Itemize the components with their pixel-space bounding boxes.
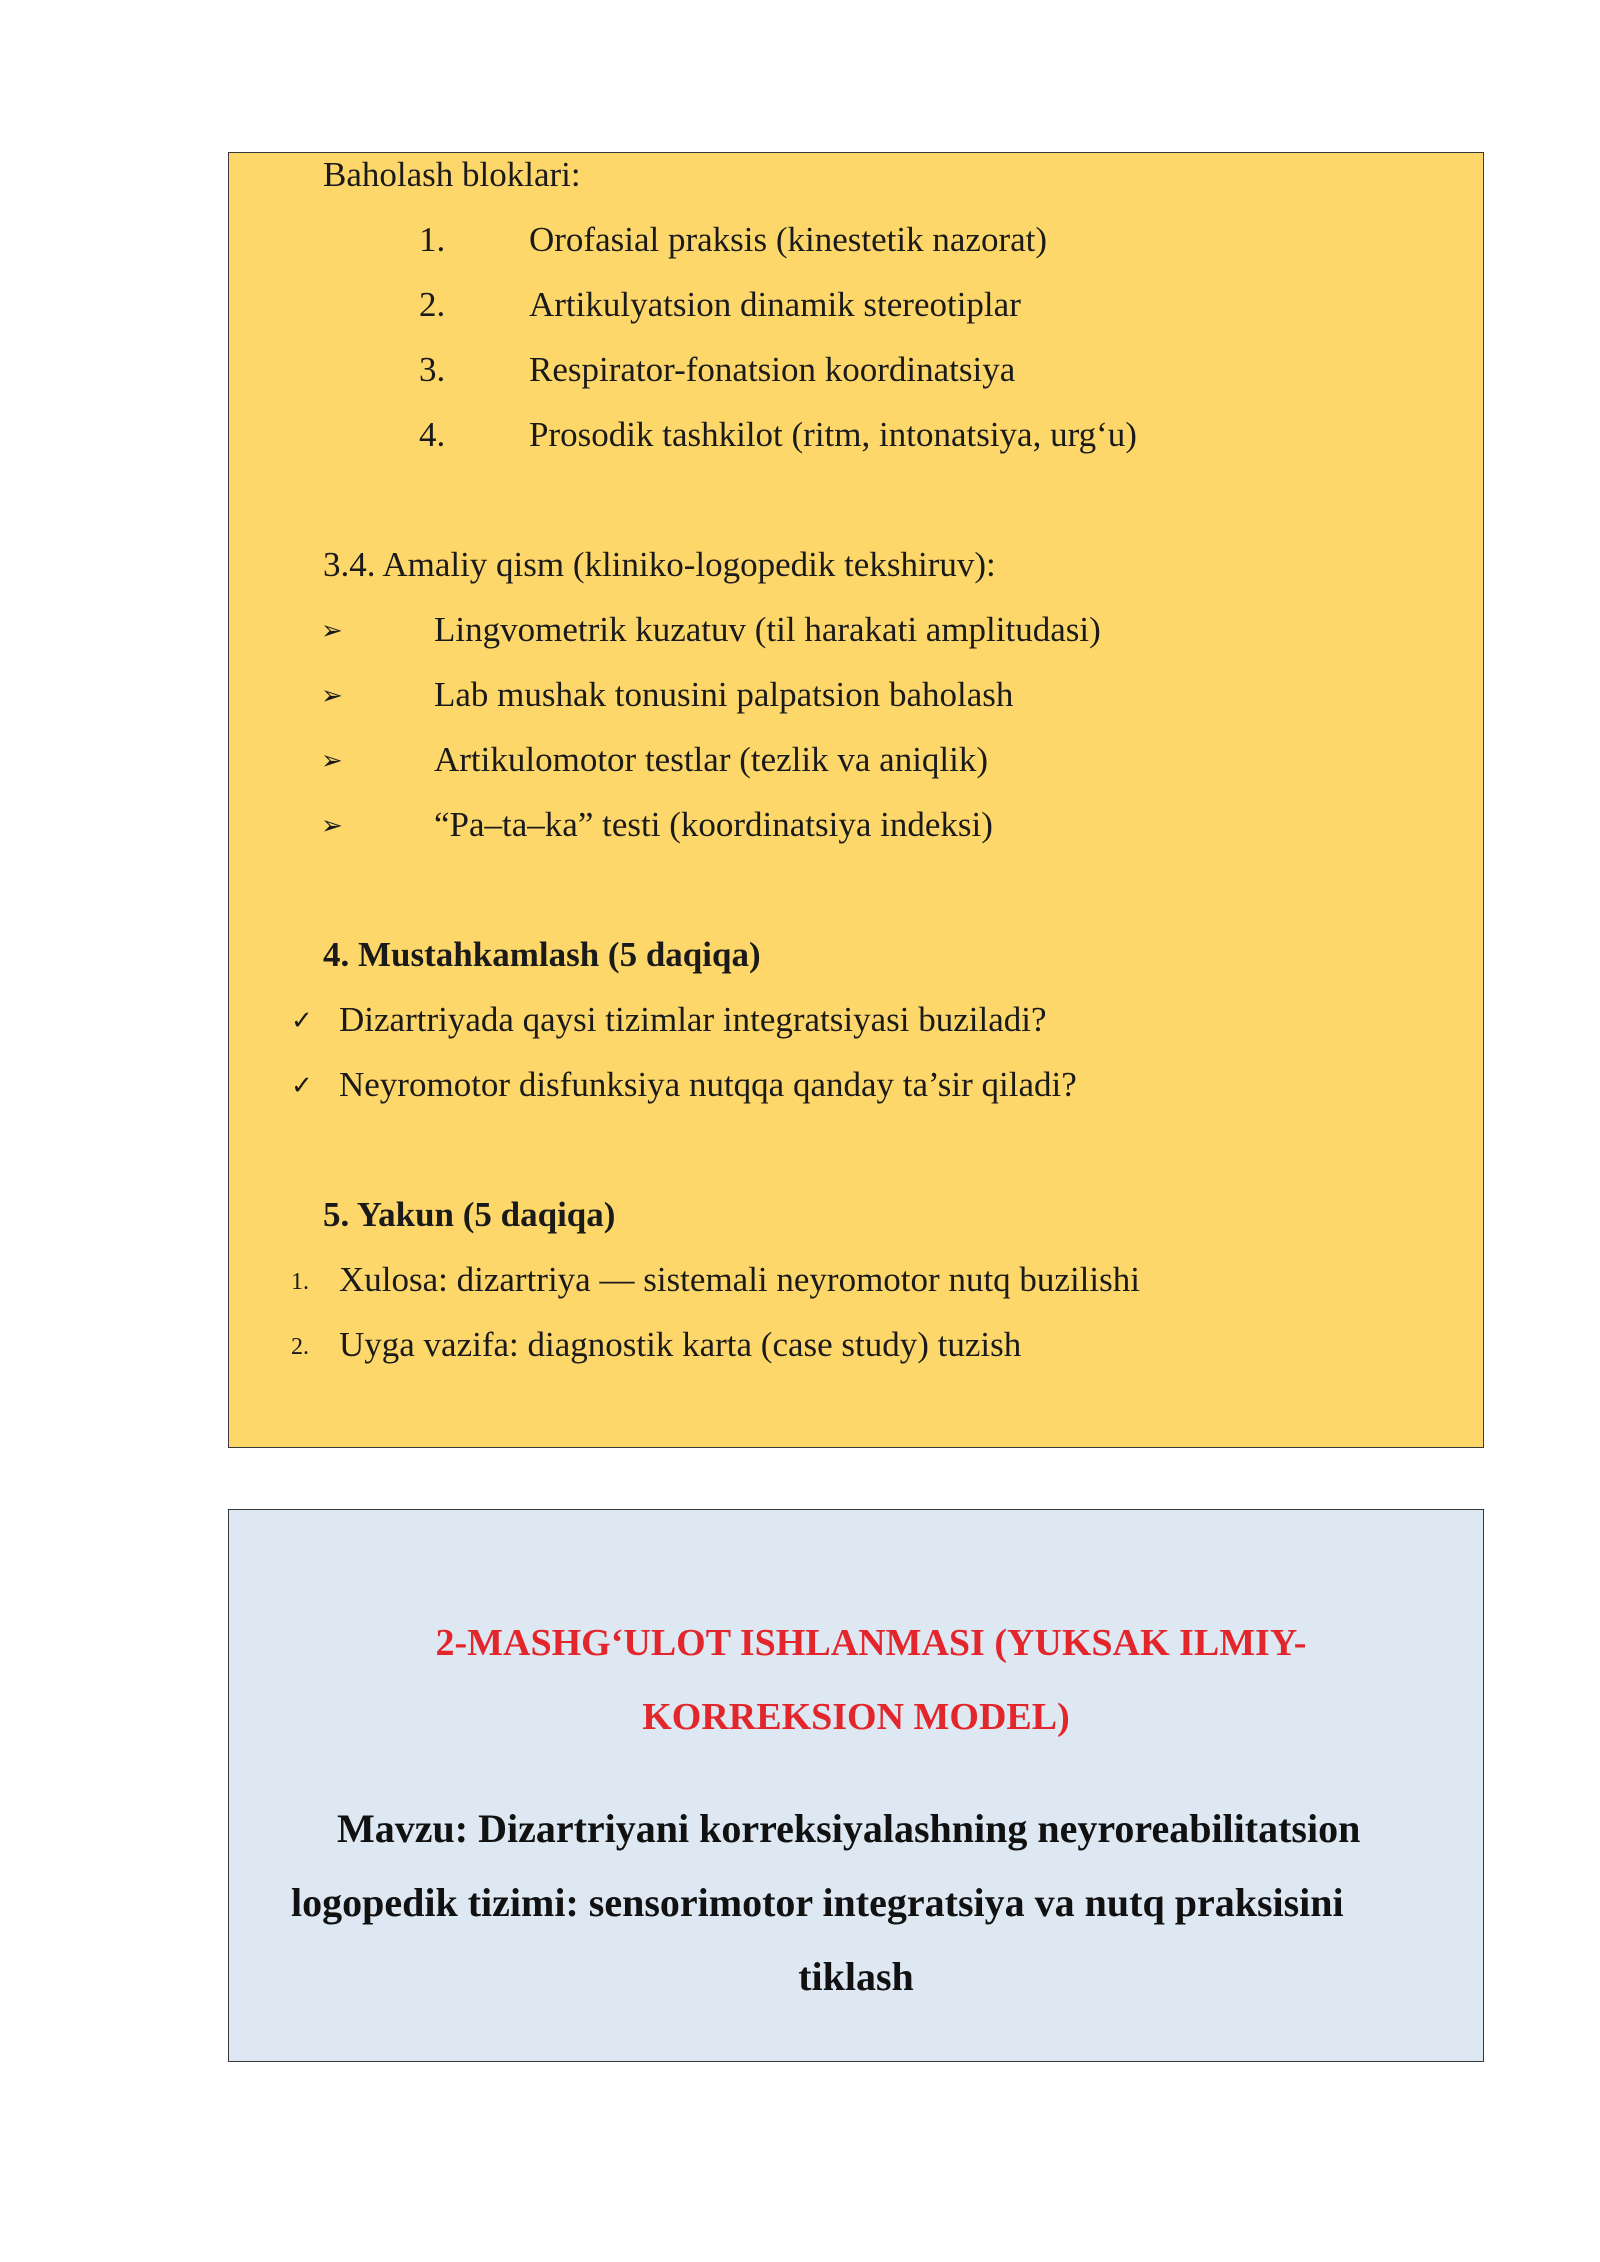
lesson-plan-box xyxy=(228,152,1484,1448)
topic-text-1: : Dizartriyani korreksiyalashning neyroreabilitatsion xyxy=(454,1806,1361,1851)
lesson-title-box xyxy=(228,1509,1484,2062)
reinforcement-question: Dizartriyada qaysi tizimlar integratsiyasi buziladi? xyxy=(339,1000,1047,1039)
conclusion-heading: 5. Yakun (5 daqiqa) xyxy=(323,1195,616,1234)
conclusion-number: 1. xyxy=(291,1269,309,1295)
practical-item: Artikulomotor testlar (tezlik va aniqlik) xyxy=(434,740,989,779)
topic-line-2: logopedik tizimi: sensorimotor integratsiya va nutq praksisini xyxy=(291,1880,1344,1925)
conclusion-number: 2. xyxy=(291,1334,309,1360)
lesson-title-line-1: 2-MASHG‘ULOT ISHLANMASI (YUKSAK ILMIY- xyxy=(435,1622,1307,1664)
arrowhead-bullet-icon: ➢ xyxy=(321,746,343,776)
practical-item: Lingvometrik kuzatuv (til harakati amplitudasi) xyxy=(434,610,1101,649)
assessment-blocks-heading: Baholash bloklari: xyxy=(323,155,581,194)
conclusion-item: Uyga vazifa: diagnostik karta (case study) tuzish xyxy=(339,1325,1022,1364)
lesson-title-line-2: KORREKSION MODEL) xyxy=(642,1696,1070,1738)
block-item: Respirator-fonatsion koordinatsiya xyxy=(529,350,1016,389)
topic-label: Mavzu xyxy=(337,1806,455,1851)
arrowhead-bullet-icon: ➢ xyxy=(321,681,343,711)
topic-line-3: tiklash xyxy=(798,1954,914,1999)
arrowhead-bullet-icon: ➢ xyxy=(321,616,343,646)
checkmark-bullet-icon: ✓ xyxy=(291,1006,313,1036)
practical-heading: 3.4. Amaliy qism (kliniko-logopedik tekshiruv): xyxy=(323,545,996,584)
topic-line-1 xyxy=(337,1792,1360,1866)
block-item: Prosodik tashkilot (ritm, intonatsiya, urg‘u) xyxy=(529,415,1137,454)
block-item: Orofasial praksis (kinestetik nazorat) xyxy=(529,220,1048,259)
conclusion-item: Xulosa: dizartriya — sistemali neyromotor nutq buzilishi xyxy=(339,1260,1140,1299)
arrowhead-bullet-icon: ➢ xyxy=(321,811,343,841)
practical-item: “Pa–ta–ka” testi (koordinatsiya indeksi) xyxy=(434,805,993,844)
checkmark-bullet-icon: ✓ xyxy=(291,1071,313,1101)
block-number: 1. xyxy=(419,220,446,259)
practical-item: Lab mushak tonusini palpatsion baholash xyxy=(434,675,1014,714)
block-number: 4. xyxy=(419,415,446,454)
block-item: Artikulyatsion dinamik stereotiplar xyxy=(529,285,1021,324)
block-number: 3. xyxy=(419,350,446,389)
block-number: 2. xyxy=(419,285,446,324)
reinforcement-question: Neyromotor disfunksiya nutqqa qanday ta’sir qiladi? xyxy=(339,1065,1077,1104)
reinforcement-heading: 4. Mustahkamlash (5 daqiqa) xyxy=(323,935,761,974)
